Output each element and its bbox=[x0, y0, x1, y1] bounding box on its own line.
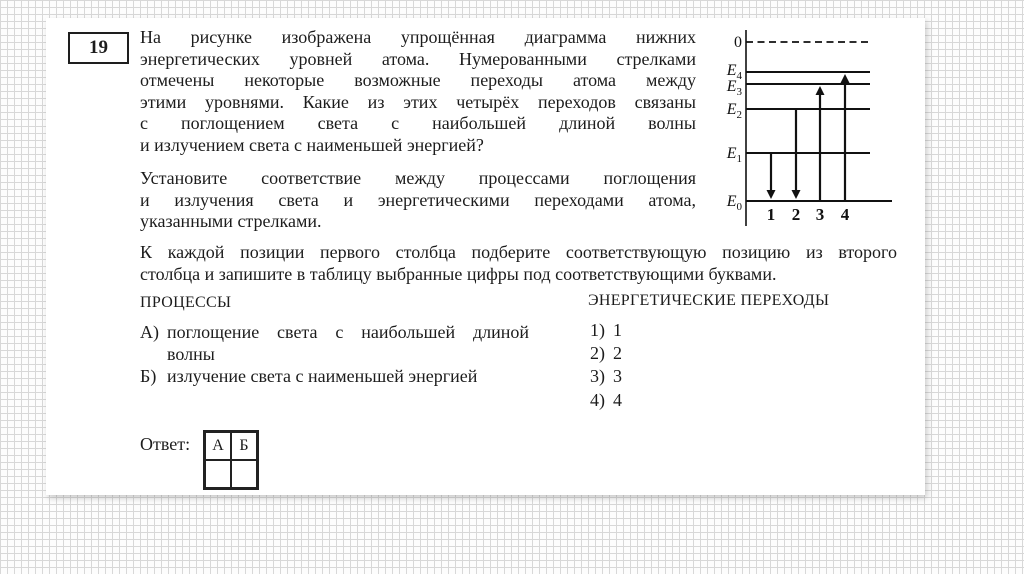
text-line: и излучения света и энергетическими переходами атома, bbox=[140, 189, 696, 210]
transition-item-2 bbox=[590, 342, 622, 365]
level-E0-label: $E_0$ bbox=[726, 193, 742, 213]
process-item-b bbox=[140, 365, 529, 387]
process-item-a-text: поглощение света с наибольшей длиной bbox=[167, 322, 529, 342]
process-item-a-label: А) bbox=[140, 322, 159, 342]
transition-number-2: 2 bbox=[791, 205, 801, 224]
question-number-box bbox=[68, 32, 129, 64]
answer-cell-a bbox=[205, 460, 231, 488]
answer-cell-b bbox=[231, 460, 257, 488]
transition-item-2-label: 2) bbox=[590, 343, 605, 364]
text-line: К каждой позиции первого столбца подберите соответствующую позицию из второго bbox=[140, 242, 897, 262]
transition-item-3 bbox=[590, 365, 622, 388]
level-E4-label: $E_4$ bbox=[726, 62, 742, 82]
transition-item-1-value: 1 bbox=[613, 320, 622, 340]
transition-item-3-label: 3) bbox=[590, 366, 605, 387]
answer-table bbox=[203, 430, 259, 490]
transition-arrowhead-4 bbox=[841, 74, 850, 83]
zero-level-label: 0 bbox=[734, 34, 742, 51]
transition-item-3-value: 3 bbox=[613, 366, 622, 387]
text-line: с поглощением света с наибольшей длиной волны bbox=[140, 113, 696, 133]
transition-arrowhead-1 bbox=[767, 190, 776, 199]
process-item-b-label: Б) bbox=[140, 366, 157, 386]
transition-arrowhead-3 bbox=[816, 86, 825, 95]
text-line: энергетических уровней атома. Нумерованными стрелками bbox=[140, 48, 696, 69]
transitions-header: ЭНЕРГЕТИЧЕСКИЕ ПЕРЕХОДЫ bbox=[588, 292, 830, 309]
level-E3-label: $E_3$ bbox=[726, 78, 742, 98]
text-line: столбца и запишите в таблицу выбранные цифры под соответствующими буквами. bbox=[140, 263, 777, 284]
text-line: отмечены некоторые возможные переходы атома между bbox=[140, 70, 696, 90]
transition-item-4 bbox=[590, 389, 622, 412]
process-item-a bbox=[140, 321, 529, 365]
question-text bbox=[140, 27, 696, 156]
text-line: Установите соответствие между процессами поглощения bbox=[140, 168, 696, 188]
text-line: На рисунке изображена упрощённая диаграмма нижних bbox=[140, 27, 696, 47]
question-number: 19 bbox=[89, 37, 108, 58]
transition-number-4: 4 bbox=[840, 205, 850, 224]
transition-item-1-label: 1) bbox=[590, 320, 605, 340]
transitions-list bbox=[590, 319, 622, 412]
level-E1-label: $E_1$ bbox=[726, 145, 742, 165]
transition-item-1 bbox=[590, 319, 622, 342]
transition-number-1: 1 bbox=[766, 205, 776, 224]
transition-number-3: 3 bbox=[815, 205, 825, 224]
processes-header: ПРОЦЕССЫ bbox=[140, 294, 232, 311]
answer-header-a: А bbox=[205, 432, 231, 460]
transition-arrowhead-2 bbox=[792, 190, 801, 199]
transition-item-4-label: 4) bbox=[590, 389, 605, 410]
text-line: этими уровнями. Какие из этих четырёх переходов связаны bbox=[140, 91, 696, 112]
processes-list bbox=[140, 321, 529, 387]
process-item-b-text: излучение света с наименьшей энергией bbox=[167, 366, 478, 386]
process-item-a-text-wrap: волны bbox=[167, 344, 215, 364]
answer-label: Ответ: bbox=[140, 434, 191, 454]
transition-item-4-value: 4 bbox=[613, 389, 622, 410]
energy-levels-diagram bbox=[710, 28, 910, 235]
exam-page bbox=[46, 18, 925, 495]
level-E2-label: $E_2$ bbox=[726, 101, 742, 121]
text-line: и излучением света с наименьшей энергией? bbox=[140, 134, 484, 155]
matching-instruction-text bbox=[140, 168, 696, 233]
text-line: указанными стрелками. bbox=[140, 211, 322, 231]
transition-item-2-value: 2 bbox=[613, 343, 622, 364]
fill-table-instruction-text bbox=[140, 242, 897, 285]
answer-header-b: Б bbox=[231, 432, 257, 460]
